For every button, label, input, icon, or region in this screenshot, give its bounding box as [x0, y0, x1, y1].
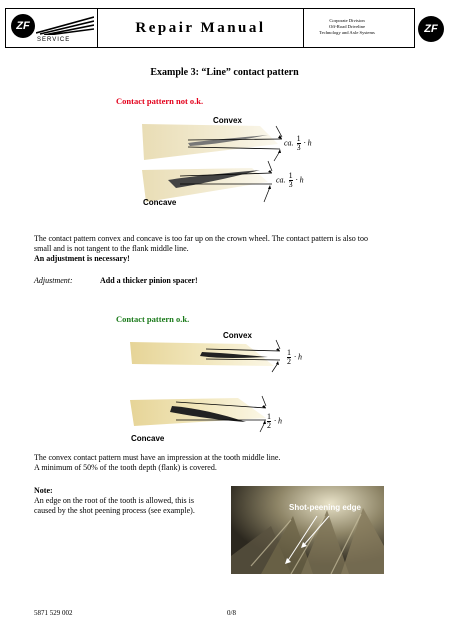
description-line: small and is not tangent to the flank middle line.: [34, 244, 189, 253]
ok-concave-label: Concave: [131, 434, 165, 443]
zf-service-logo: [6, 9, 98, 47]
division-cell: [304, 9, 414, 47]
adjustment-label: Adjustment:: [34, 276, 73, 285]
frac-den: 3: [296, 143, 301, 152]
ok-paragraph: [34, 453, 444, 473]
manual-title: Repair Manual: [135, 19, 266, 36]
not-ok-concave-label: Concave: [143, 198, 177, 207]
frac-den: 2: [267, 421, 271, 430]
frac-num: 1: [287, 348, 291, 357]
wing-icon: [36, 15, 94, 35]
service-label: SERVICE: [37, 37, 71, 43]
zf-logo-icon-right: ZF: [418, 16, 444, 42]
shot-peening-photo: [231, 486, 384, 574]
title-cell: [98, 9, 304, 47]
not-ok-label: Contact pattern not o.k.: [116, 96, 204, 106]
frac-num: 1: [296, 134, 301, 143]
note-line: An edge on the root of the tooth is allowed, this is: [34, 496, 194, 505]
ok-dimension-1: [286, 349, 302, 366]
description-line: The contact pattern convex and concave is too far up on the crown wheel. The contact pattern is also too: [34, 234, 368, 243]
ok-text-line: The convex contact pattern must have an impression at the tooth middle line.: [34, 453, 281, 462]
ok-label: Contact pattern o.k.: [116, 314, 190, 324]
division-line: Technology and Axle Systems: [319, 30, 375, 35]
concave-tooth-shape: [142, 168, 268, 202]
not-ok-tooth-diagrams: [140, 118, 330, 210]
page-header: [5, 8, 415, 48]
gear-photo-illustration: [231, 486, 384, 574]
frac-num: 1: [288, 171, 293, 180]
dim-suffix: · h: [295, 175, 304, 185]
ok-text-line: A minimum of 50% of the tooth depth (flank) is covered.: [34, 463, 217, 472]
photo-label: Shot-peening edge: [289, 503, 361, 512]
dim-suffix: · h: [274, 416, 282, 426]
not-ok-dimension-1: [284, 135, 312, 152]
note-block: [34, 486, 234, 516]
note-line: caused by the shot peening process (see example).: [34, 506, 195, 515]
zf-logo-icon: ZF: [11, 14, 35, 38]
division-text: [310, 18, 384, 36]
frac-den: 2: [287, 357, 291, 366]
page-number: 0/8: [227, 609, 236, 617]
dim-prefix: ca.: [276, 175, 286, 185]
not-ok-dimension-2: [276, 172, 304, 189]
adjustment-row: [34, 276, 198, 286]
not-ok-convex-label: Convex: [213, 116, 242, 125]
page-heading: Example 3: “Line” contact pattern: [150, 67, 299, 78]
description-paragraph: [34, 234, 444, 264]
note-title: Note:: [34, 486, 53, 495]
dim-prefix: ca.: [284, 138, 294, 148]
doc-number: 5871 529 002: [34, 609, 73, 617]
dim-suffix: · h: [294, 352, 302, 362]
division-line: Corporate Division: [329, 18, 365, 23]
division-line: Off-Road Driveline: [328, 24, 366, 29]
frac-den: 3: [288, 180, 293, 189]
adjustment-necessary-text: An adjustment is necessary!: [34, 254, 130, 263]
adjustment-text: Add a thicker pinion spacer!: [100, 276, 198, 285]
ok-dimension-2: [266, 413, 282, 430]
dim-suffix: · h: [303, 138, 312, 148]
ok-convex-label: Convex: [223, 331, 252, 340]
frac-num: 1: [267, 412, 271, 421]
